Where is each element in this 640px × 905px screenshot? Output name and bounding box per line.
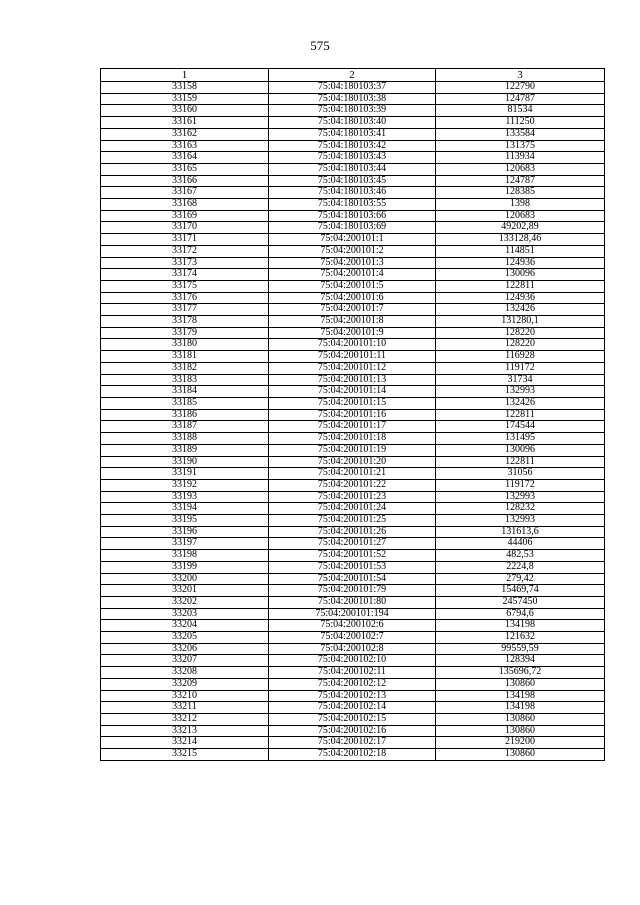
- cadastral-number-cell: 75:04:200101:23: [269, 491, 436, 503]
- table-row: [101, 515, 605, 527]
- row-number-cell: 33183: [101, 374, 269, 386]
- cadastral-number-cell: 75:04:200101:18: [269, 433, 436, 445]
- table-body: [101, 82, 605, 761]
- table-row: [101, 713, 605, 725]
- table-row: [101, 725, 605, 737]
- table-row: [101, 163, 605, 175]
- cadastral-number-cell: 75:04:200101:27: [269, 538, 436, 550]
- value-cell: 31734: [436, 374, 605, 386]
- column-header-3: 3: [436, 69, 605, 82]
- cadastral-number-cell: 75:04:200101:194: [269, 608, 436, 620]
- table-row: [101, 702, 605, 714]
- value-cell: 124787: [436, 175, 605, 187]
- row-number-cell: 33191: [101, 468, 269, 480]
- value-cell: 131495: [436, 433, 605, 445]
- table-row: [101, 280, 605, 292]
- table-row: [101, 503, 605, 515]
- cadastral-number-cell: 75:04:200101:6: [269, 292, 436, 304]
- cadastral-number-cell: 75:04:180103:39: [269, 105, 436, 117]
- row-number-cell: 33196: [101, 526, 269, 538]
- value-cell: 114851: [436, 245, 605, 257]
- value-cell: 131613,6: [436, 526, 605, 538]
- row-number-cell: 33194: [101, 503, 269, 515]
- column-header-2: 2: [269, 69, 436, 82]
- cadastral-number-cell: 75:04:200101:11: [269, 351, 436, 363]
- value-cell: 119172: [436, 479, 605, 491]
- table-row: [101, 397, 605, 409]
- cadastral-number-cell: 75:04:200101:4: [269, 269, 436, 281]
- row-number-cell: 33164: [101, 152, 269, 164]
- cadastral-number-cell: 75:04:200101:15: [269, 397, 436, 409]
- table-row: [101, 620, 605, 632]
- table-row: [101, 222, 605, 234]
- row-number-cell: 33189: [101, 444, 269, 456]
- cadastral-number-cell: 75:04:180103:42: [269, 140, 436, 152]
- table-row: [101, 93, 605, 105]
- row-number-cell: 33193: [101, 491, 269, 503]
- value-cell: 81534: [436, 105, 605, 117]
- row-number-cell: 33159: [101, 93, 269, 105]
- value-cell: 130860: [436, 749, 605, 761]
- row-number-cell: 33179: [101, 327, 269, 339]
- table-row: [101, 199, 605, 211]
- table-row: [101, 550, 605, 562]
- row-number-cell: 33173: [101, 257, 269, 269]
- cadastral-number-cell: 75:04:200101:53: [269, 561, 436, 573]
- cadastral-number-cell: 75:04:200101:26: [269, 526, 436, 538]
- table-row: [101, 339, 605, 351]
- table-row: [101, 327, 605, 339]
- cadastral-number-cell: 75:04:200101:19: [269, 444, 436, 456]
- row-number-cell: 33205: [101, 632, 269, 644]
- cadastral-number-cell: 75:04:200101:16: [269, 409, 436, 421]
- cadastral-number-cell: 75:04:180103:38: [269, 93, 436, 105]
- table-row: [101, 608, 605, 620]
- table-row: [101, 538, 605, 550]
- value-cell: 120683: [436, 163, 605, 175]
- row-number-cell: 33163: [101, 140, 269, 152]
- cadastral-number-cell: 75:04:200101:25: [269, 515, 436, 527]
- table-row: [101, 152, 605, 164]
- row-number-cell: 33160: [101, 105, 269, 117]
- row-number-cell: 33178: [101, 316, 269, 328]
- cadastral-number-cell: 75:04:200101:7: [269, 304, 436, 316]
- value-cell: 124936: [436, 257, 605, 269]
- table-row: [101, 433, 605, 445]
- value-cell: 113934: [436, 152, 605, 164]
- value-cell: 124787: [436, 93, 605, 105]
- cadastral-number-cell: 75:04:200101:5: [269, 280, 436, 292]
- value-cell: 128394: [436, 655, 605, 667]
- table-row: [101, 175, 605, 187]
- cadastral-number-cell: 75:04:200102:16: [269, 725, 436, 737]
- cadastral-number-cell: 75:04:180103:45: [269, 175, 436, 187]
- row-number-cell: 33177: [101, 304, 269, 316]
- cadastral-number-cell: 75:04:200101:3: [269, 257, 436, 269]
- value-cell: 124936: [436, 292, 605, 304]
- cadastral-number-cell: 75:04:180103:40: [269, 117, 436, 129]
- cadastral-number-cell: 75:04:200101:21: [269, 468, 436, 480]
- value-cell: 122790: [436, 82, 605, 94]
- cadastral-number-cell: 75:04:180103:41: [269, 128, 436, 140]
- table-row: [101, 737, 605, 749]
- value-cell: 44406: [436, 538, 605, 550]
- table-row: [101, 374, 605, 386]
- cadastral-number-cell: 75:04:200101:8: [269, 316, 436, 328]
- value-cell: 130096: [436, 444, 605, 456]
- value-cell: 122811: [436, 456, 605, 468]
- table-row: [101, 421, 605, 433]
- value-cell: 132426: [436, 304, 605, 316]
- value-cell: 130860: [436, 725, 605, 737]
- table-row: [101, 234, 605, 246]
- row-number-cell: 33161: [101, 117, 269, 129]
- row-number-cell: 33211: [101, 702, 269, 714]
- value-cell: 132993: [436, 515, 605, 527]
- value-cell: 130860: [436, 678, 605, 690]
- row-number-cell: 33174: [101, 269, 269, 281]
- row-number-cell: 33204: [101, 620, 269, 632]
- row-number-cell: 33169: [101, 210, 269, 222]
- value-cell: 111250: [436, 117, 605, 129]
- table-row: [101, 187, 605, 199]
- cadastral-number-cell: 75:04:200101:14: [269, 386, 436, 398]
- cadastral-number-cell: 75:04:200101:9: [269, 327, 436, 339]
- value-cell: 120683: [436, 210, 605, 222]
- value-cell: 130096: [436, 269, 605, 281]
- value-cell: 128385: [436, 187, 605, 199]
- row-number-cell: 33186: [101, 409, 269, 421]
- table-row: [101, 690, 605, 702]
- cadastral-number-cell: 75:04:200102:18: [269, 749, 436, 761]
- row-number-cell: 33213: [101, 725, 269, 737]
- row-number-cell: 33208: [101, 667, 269, 679]
- table-row: [101, 128, 605, 140]
- value-cell: 128220: [436, 327, 605, 339]
- table-row: [101, 444, 605, 456]
- table-row: [101, 304, 605, 316]
- value-cell: 134198: [436, 620, 605, 632]
- row-number-cell: 33188: [101, 433, 269, 445]
- value-cell: 128232: [436, 503, 605, 515]
- value-cell: 130860: [436, 713, 605, 725]
- cadastral-number-cell: 75:04:200101:2: [269, 245, 436, 257]
- value-cell: 49202,89: [436, 222, 605, 234]
- table-row: [101, 292, 605, 304]
- table-row: [101, 362, 605, 374]
- row-number-cell: 33206: [101, 643, 269, 655]
- value-cell: 122811: [436, 280, 605, 292]
- value-cell: 131375: [436, 140, 605, 152]
- value-cell: 133584: [436, 128, 605, 140]
- cadastral-number-cell: 75:04:200102:11: [269, 667, 436, 679]
- row-number-cell: 33214: [101, 737, 269, 749]
- row-number-cell: 33198: [101, 550, 269, 562]
- value-cell: 6794,6: [436, 608, 605, 620]
- table-row: [101, 643, 605, 655]
- table-row: [101, 468, 605, 480]
- table-header: [101, 69, 605, 82]
- value-cell: 279,42: [436, 573, 605, 585]
- table-row: [101, 632, 605, 644]
- row-number-cell: 33203: [101, 608, 269, 620]
- row-number-cell: 33215: [101, 749, 269, 761]
- row-number-cell: 33165: [101, 163, 269, 175]
- cadastral-number-cell: 75:04:180103:44: [269, 163, 436, 175]
- cadastral-number-cell: 75:04:200102:17: [269, 737, 436, 749]
- cadastral-number-cell: 75:04:200101:24: [269, 503, 436, 515]
- table-row: [101, 479, 605, 491]
- row-number-cell: 33199: [101, 561, 269, 573]
- row-number-cell: 33190: [101, 456, 269, 468]
- value-cell: 119172: [436, 362, 605, 374]
- cadastral-number-cell: 75:04:200101:79: [269, 585, 436, 597]
- row-number-cell: 33175: [101, 280, 269, 292]
- row-number-cell: 33182: [101, 362, 269, 374]
- row-number-cell: 33158: [101, 82, 269, 94]
- table-row: [101, 257, 605, 269]
- value-cell: 1398: [436, 199, 605, 211]
- value-cell: 134198: [436, 690, 605, 702]
- value-cell: 219200: [436, 737, 605, 749]
- row-number-cell: 33185: [101, 397, 269, 409]
- cadastral-number-cell: 75:04:200102:12: [269, 678, 436, 690]
- value-cell: 31056: [436, 468, 605, 480]
- cadastral-number-cell: 75:04:180103:43: [269, 152, 436, 164]
- cadastral-number-cell: 75:04:200101:54: [269, 573, 436, 585]
- cadastral-number-cell: 75:04:180103:55: [269, 199, 436, 211]
- row-number-cell: 33162: [101, 128, 269, 140]
- cadastral-number-cell: 75:04:200101:17: [269, 421, 436, 433]
- cadastral-number-cell: 75:04:200101:1: [269, 234, 436, 246]
- table-row: [101, 596, 605, 608]
- table-row: [101, 667, 605, 679]
- table-row: [101, 749, 605, 761]
- table-row: [101, 386, 605, 398]
- row-number-cell: 33187: [101, 421, 269, 433]
- data-table: [100, 68, 605, 761]
- cadastral-number-cell: 75:04:200101:52: [269, 550, 436, 562]
- value-cell: 122811: [436, 409, 605, 421]
- column-header-1: 1: [101, 69, 269, 82]
- header-row: [101, 69, 605, 82]
- row-number-cell: 33180: [101, 339, 269, 351]
- value-cell: 132426: [436, 397, 605, 409]
- value-cell: 116928: [436, 351, 605, 363]
- cadastral-number-cell: 75:04:200102:10: [269, 655, 436, 667]
- value-cell: 135696,72: [436, 667, 605, 679]
- cadastral-number-cell: 75:04:200102:13: [269, 690, 436, 702]
- value-cell: 174544: [436, 421, 605, 433]
- cadastral-number-cell: 75:04:200101:80: [269, 596, 436, 608]
- table-row: [101, 526, 605, 538]
- table-row: [101, 456, 605, 468]
- cadastral-number-cell: 75:04:200102:14: [269, 702, 436, 714]
- row-number-cell: 33210: [101, 690, 269, 702]
- cadastral-number-cell: 75:04:200101:12: [269, 362, 436, 374]
- table-row: [101, 316, 605, 328]
- value-cell: 134198: [436, 702, 605, 714]
- row-number-cell: 33209: [101, 678, 269, 690]
- row-number-cell: 33195: [101, 515, 269, 527]
- row-number-cell: 33168: [101, 199, 269, 211]
- cadastral-number-cell: 75:04:200101:13: [269, 374, 436, 386]
- cadastral-number-cell: 75:04:200102:8: [269, 643, 436, 655]
- row-number-cell: 33170: [101, 222, 269, 234]
- table-row: [101, 573, 605, 585]
- table-row: [101, 269, 605, 281]
- cadastral-number-cell: 75:04:180103:46: [269, 187, 436, 199]
- row-number-cell: 33202: [101, 596, 269, 608]
- cadastral-number-cell: 75:04:180103:69: [269, 222, 436, 234]
- row-number-cell: 33176: [101, 292, 269, 304]
- row-number-cell: 33192: [101, 479, 269, 491]
- cadastral-number-cell: 75:04:200101:10: [269, 339, 436, 351]
- value-cell: 121632: [436, 632, 605, 644]
- row-number-cell: 33184: [101, 386, 269, 398]
- value-cell: 482,53: [436, 550, 605, 562]
- table-row: [101, 245, 605, 257]
- value-cell: 131280,1: [436, 316, 605, 328]
- cadastral-number-cell: 75:04:200101:22: [269, 479, 436, 491]
- cadastral-number-cell: 75:04:200102:6: [269, 620, 436, 632]
- value-cell: 2224,8: [436, 561, 605, 573]
- row-number-cell: 33167: [101, 187, 269, 199]
- cadastral-number-cell: 75:04:180103:66: [269, 210, 436, 222]
- table-row: [101, 82, 605, 94]
- value-cell: 132993: [436, 491, 605, 503]
- row-number-cell: 33197: [101, 538, 269, 550]
- table-row: [101, 117, 605, 129]
- row-number-cell: 33181: [101, 351, 269, 363]
- value-cell: 128220: [436, 339, 605, 351]
- value-cell: 2457450: [436, 596, 605, 608]
- cadastral-number-cell: 75:04:200101:20: [269, 456, 436, 468]
- table-row: [101, 351, 605, 363]
- table-row: [101, 210, 605, 222]
- row-number-cell: 33212: [101, 713, 269, 725]
- table-row: [101, 105, 605, 117]
- value-cell: 132993: [436, 386, 605, 398]
- table-row: [101, 561, 605, 573]
- table-row: [101, 678, 605, 690]
- row-number-cell: 33207: [101, 655, 269, 667]
- table-row: [101, 491, 605, 503]
- value-cell: 99559,59: [436, 643, 605, 655]
- table-row: [101, 585, 605, 597]
- table-row: [101, 409, 605, 421]
- row-number-cell: 33201: [101, 585, 269, 597]
- row-number-cell: 33172: [101, 245, 269, 257]
- cadastral-number-cell: 75:04:200102:7: [269, 632, 436, 644]
- table-row: [101, 140, 605, 152]
- table-row: [101, 655, 605, 667]
- page-number: 575: [310, 38, 330, 53]
- value-cell: 133128,46: [436, 234, 605, 246]
- cadastral-number-cell: 75:04:200102:15: [269, 713, 436, 725]
- row-number-cell: 33166: [101, 175, 269, 187]
- row-number-cell: 33200: [101, 573, 269, 585]
- row-number-cell: 33171: [101, 234, 269, 246]
- value-cell: 15469,74: [436, 585, 605, 597]
- cadastral-number-cell: 75:04:180103:37: [269, 82, 436, 94]
